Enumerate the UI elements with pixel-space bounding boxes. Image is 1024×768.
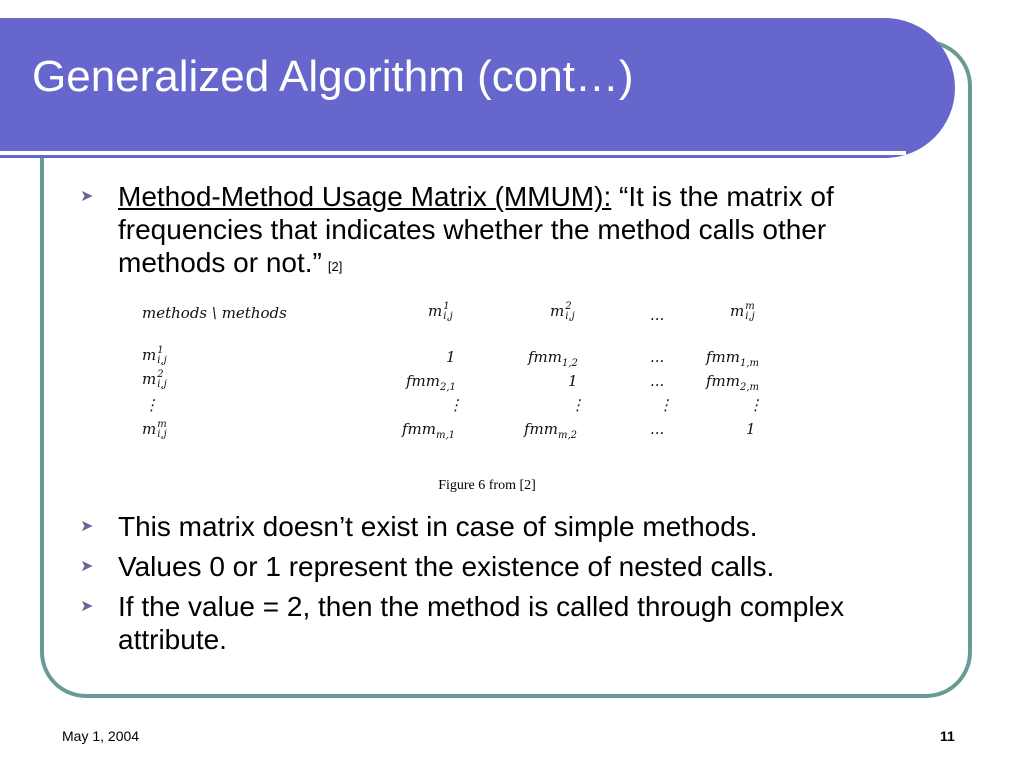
matrix-header: m m i,j	[730, 301, 755, 322]
mmum-definition: “It is the matrix of frequencies that indicates whether the method calls other methods or not.”	[118, 181, 834, 278]
footer-date: May 1, 2004	[62, 728, 140, 744]
bullet-text: This matrix doesn’t exist in case of simple methods.	[118, 511, 758, 542]
matrix-cell: 1	[568, 372, 578, 390]
arrow-bullet-icon: ➤	[80, 558, 94, 575]
matrix-cell: ...	[650, 420, 665, 438]
mmum-matrix-figure	[138, 298, 818, 446]
matrix-cell: fmm$_{2,1}$	[406, 372, 456, 393]
matrix-row-label: m 2 i,j	[142, 369, 167, 390]
citation: [2]	[327, 259, 343, 274]
matrix-header: m 1 i,j	[428, 301, 453, 322]
matrix-cell: ⋮	[448, 396, 463, 414]
matrix-row-label: m m i,j	[142, 419, 167, 440]
matrix-cell: ⋮	[658, 396, 673, 414]
arrow-bullet-icon: ➤	[80, 598, 94, 615]
bullet-item	[80, 550, 940, 583]
matrix-header: m 2 i,j	[550, 301, 575, 322]
figure-caption: Figure 6 from [2]	[438, 478, 536, 493]
matrix-row-label: ⋮	[144, 396, 159, 414]
matrix-cell: 1	[446, 348, 456, 366]
arrow-bullet-icon: ➤	[80, 518, 94, 535]
bullet-text: Values 0 or 1 represent the existence of nested calls.	[118, 551, 775, 582]
matrix-cell: fmm$_{1,2}$	[528, 348, 578, 369]
bullet-text: If the value = 2, then the method is called through complex attribute.	[118, 591, 845, 655]
bullet-list-bottom	[80, 510, 940, 663]
matrix-cell: fmm$_{m,2}$	[524, 420, 578, 441]
matrix-cell: ⋮	[748, 396, 763, 414]
matrix-row-label: m 1 i,j	[142, 345, 167, 366]
title-underline	[0, 151, 906, 155]
mmum-term: Method-Method Usage Matrix (MMUM):	[118, 181, 612, 212]
bullet-item	[80, 510, 940, 543]
bullet-item	[80, 590, 940, 656]
matrix-cell: fmm$_{2,m}$	[706, 372, 760, 393]
matrix-corner-label: methods \ methods	[142, 304, 287, 322]
bullet-mmum	[80, 180, 930, 279]
matrix-cell: fmm$_{1,m}$	[706, 348, 760, 369]
matrix-cell: ⋮	[570, 396, 585, 414]
matrix-cell: fmm$_{m,1}$	[402, 420, 456, 441]
matrix-cell: 1	[746, 420, 756, 438]
arrow-bullet-icon: ➤	[80, 188, 94, 205]
bullet-list-top	[80, 180, 930, 279]
matrix-cell: ...	[650, 348, 665, 366]
matrix-header: ...	[650, 306, 665, 324]
matrix-cell: ...	[650, 372, 665, 390]
page-number: 11	[940, 728, 955, 744]
slide-title: Generalized Algorithm (cont…)	[32, 52, 634, 101]
